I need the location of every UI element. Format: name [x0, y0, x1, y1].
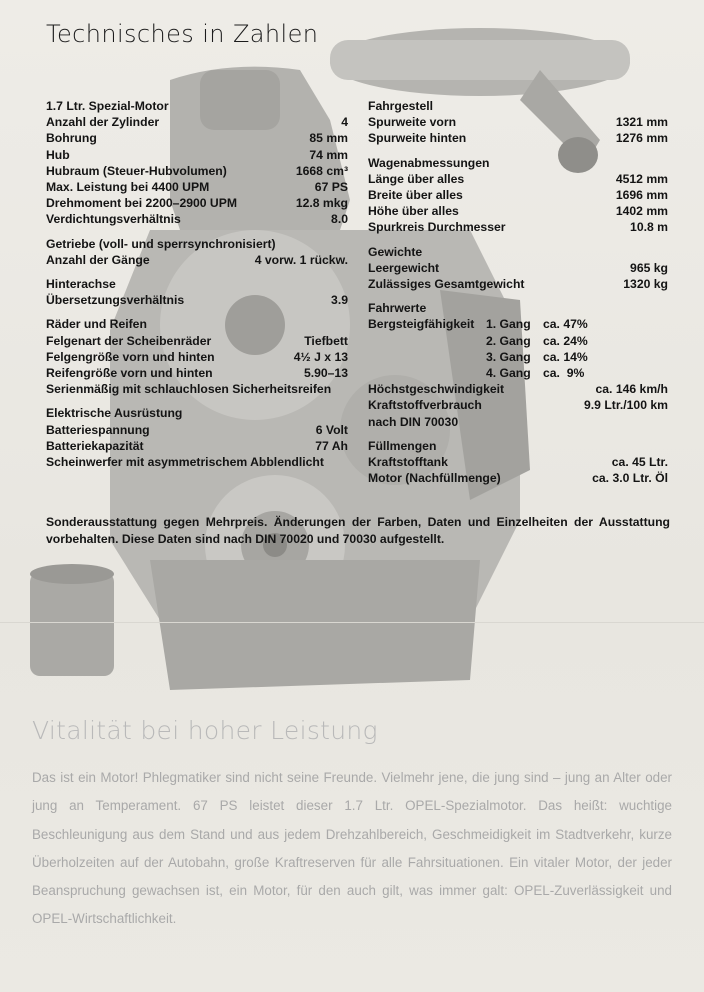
gear-row — [368, 365, 668, 381]
spec-section-abmessungen — [368, 155, 668, 236]
spec-section-raeder — [46, 316, 348, 397]
spec-section-fahrgestell — [368, 98, 668, 147]
spec-label: Reifengröße vorn und hinten — [46, 366, 213, 381]
spec-value: 3.9 — [331, 293, 348, 308]
gear-row — [368, 333, 668, 349]
spec-section-fahrwerte — [368, 300, 668, 430]
spec-value: 67 PS — [314, 180, 348, 195]
spec-label: Übersetzungsverhältnis — [46, 293, 185, 308]
gear-row — [368, 316, 668, 332]
spec-row — [46, 292, 348, 308]
spec-row — [46, 252, 348, 268]
section-heading: Fahrgestell — [368, 99, 434, 113]
specs-left-column — [46, 98, 348, 478]
spec-label: Höchstgeschwindigkeit — [368, 382, 505, 397]
spec-row — [46, 349, 348, 365]
spec-label: Hubraum (Steuer-Hubvolumen) — [46, 163, 227, 178]
spec-row — [368, 219, 668, 235]
spec-value: 10.8 m — [630, 220, 668, 235]
gear-value: ca. 14% — [543, 349, 588, 364]
spec-value: 77 Ah — [315, 438, 348, 453]
gear-value: ca. 9% — [543, 366, 585, 381]
spec-row — [368, 130, 668, 146]
spec-label: Zulässiges Gesamtgewicht — [368, 277, 525, 292]
specs-right-column — [368, 98, 668, 494]
spec-value: 74 mm — [309, 147, 348, 162]
divider — [0, 622, 704, 623]
section-heading: Gewichte — [368, 244, 423, 259]
spec-row — [368, 381, 668, 397]
spec-section-elektrik — [46, 405, 348, 470]
spec-row — [46, 381, 348, 397]
spec-label: Motor (Nachfüllmenge) — [368, 471, 501, 486]
spec-value: 1321 mm — [615, 115, 668, 130]
section-heading: Füllmengen — [368, 438, 437, 453]
spec-label: Serienmäßig mit schlauchlosen Sicherheitsreifen — [46, 382, 332, 397]
spec-row — [46, 211, 348, 227]
body-paragraph: Das ist ein Motor! Phlegmatiker sind nicht seine Freunde. Vielmehr jene, die jung sind – jung an Alter oder jung an Temperament. 67 PS leistet dieser 1.7 Ltr. OPEL-Spezialmotor. Das heißt: wuchtige Beschleunigung aus dem Stand und aus jedem Drehzahlbereich, Geschmeidigkeit im Stadtverkehr, kurze Überholzeiten auf der Autobahn, große Kraftreserven für alle Fahrsituationen. Ein vitaler Motor, der jeder Beanspruchung gewachsen ist, ein Motor, für den auch gilt, was immer galt: OPEL-Zuverlässigkeit und OPEL-Wirtschaftlichkeit. — [32, 770, 672, 927]
section-heading: Elektrische Ausrüstung — [46, 406, 183, 421]
spec-label: Leergewicht — [368, 260, 440, 275]
spec-row — [46, 114, 348, 130]
gear-value: ca. 47% — [543, 317, 588, 332]
spec-value: 4512 mm — [615, 171, 668, 186]
spec-value: 1402 mm — [615, 204, 668, 219]
spec-value: 1668 cm³ — [295, 163, 348, 178]
spec-section-hinterachse — [46, 276, 348, 308]
spec-label: Bohrung — [46, 131, 97, 146]
spec-label: Kraftstofftank — [368, 455, 448, 470]
spec-row — [368, 397, 668, 413]
spec-row — [368, 203, 668, 219]
spec-label: Verdichtungsverhältnis — [46, 212, 181, 227]
footnote: Sonderausstattung gegen Mehrpreis. Änderungen der Farben, Daten und Einzelheiten der Ausstattung vorbehalten. Diese Daten sind nach DIN 70020 und 70030 aufgestellt. — [46, 515, 670, 546]
spec-value: 6 Volt — [315, 422, 348, 437]
spec-value: ca. 45 Ltr. — [611, 455, 668, 470]
spec-section-fuellmengen — [368, 438, 668, 487]
section-heading: Fahrwerte — [368, 301, 427, 316]
spec-row — [368, 171, 668, 187]
spec-value: 1696 mm — [615, 188, 668, 203]
spec-value: 85 mm — [309, 131, 348, 146]
spec-row — [46, 195, 348, 211]
spec-value: 4 — [341, 115, 348, 130]
spec-value: 8.0 — [331, 212, 348, 227]
spec-label: Anzahl der Gänge — [46, 252, 150, 267]
spec-label: Kraftstoffverbrauch — [368, 398, 482, 413]
spec-row — [368, 114, 668, 130]
spec-label: Länge über alles — [368, 171, 465, 186]
spec-value: Tiefbett — [304, 333, 348, 348]
spec-label: Drehmoment bei 2200–2900 UPM — [46, 196, 238, 211]
spec-row — [46, 130, 348, 146]
spec-label: Max. Leistung bei 4400 UPM — [46, 180, 210, 195]
spec-row — [46, 365, 348, 381]
spec-value: 1320 kg — [623, 277, 668, 292]
spec-row — [46, 179, 348, 195]
climb-label: Bergsteigfähigkeit — [368, 317, 475, 332]
section-title: Vitalität bei hoher Leistung — [32, 716, 378, 745]
spec-row — [46, 454, 348, 470]
page-title: Technisches in Zahlen — [46, 20, 319, 48]
spec-section-getriebe — [46, 236, 348, 268]
section-heading: Räder und Reifen — [46, 317, 147, 332]
spec-value: 1276 mm — [615, 131, 668, 146]
spec-label: Felgenart der Scheibenräder — [46, 333, 212, 348]
spec-label: Felgengröße vorn und hinten — [46, 349, 215, 364]
section-heading: Getriebe (voll- und sperrsynchronisiert) — [46, 236, 276, 251]
spec-label: Höhe über alles — [368, 204, 459, 219]
gear-label: 4. Gang — [486, 366, 531, 381]
spec-row — [46, 333, 348, 349]
spec-value: 12.8 mkg — [295, 196, 348, 211]
spec-row — [368, 414, 668, 430]
gear-label: 2. Gang — [486, 333, 531, 348]
spec-row — [368, 260, 668, 276]
spec-value: 4 vorw. 1 rückw. — [254, 252, 348, 267]
section-heading: Wagenabmessungen — [368, 155, 490, 170]
spec-row — [46, 163, 348, 179]
spec-value: ca. 146 km/h — [595, 382, 668, 397]
gear-value: ca. 24% — [543, 333, 588, 348]
spec-row — [46, 147, 348, 163]
spec-row — [368, 470, 668, 486]
spec-value: 965 kg — [630, 260, 668, 275]
spec-row — [368, 187, 668, 203]
spec-row — [368, 454, 668, 470]
spec-row — [46, 422, 348, 438]
spec-value: ca. 3.0 Ltr. Öl — [592, 471, 668, 486]
spec-section-motor — [46, 98, 348, 228]
gear-label: 1. Gang — [486, 317, 531, 332]
gear-label: 3. Gang — [486, 349, 531, 364]
spec-label: Batteriespannung — [46, 422, 150, 437]
spec-label: nach DIN 70030 — [368, 414, 459, 429]
spec-value: 5.90–13 — [303, 366, 348, 381]
spec-label: Hub — [46, 147, 70, 162]
spec-value: 4½ J x 13 — [293, 349, 348, 364]
spec-label: Breite über alles — [368, 188, 463, 203]
spec-row — [46, 438, 348, 454]
section-heading: 1.7 Ltr. Spezial-Motor — [46, 99, 169, 113]
spec-label: Scheinwerfer mit asymmetrischem Abblendlicht — [46, 455, 324, 470]
spec-section-gewichte — [368, 244, 668, 293]
spec-label: Batteriekapazität — [46, 438, 144, 453]
spec-row — [368, 276, 668, 292]
spec-label: Spurweite vorn — [368, 115, 457, 130]
gear-row — [368, 349, 668, 365]
spec-label: Spurweite hinten — [368, 131, 467, 146]
spec-label: Anzahl der Zylinder — [46, 115, 160, 130]
spec-value: 9.9 Ltr./100 km — [583, 398, 668, 413]
spec-label: Spurkreis Durchmesser — [368, 220, 506, 235]
section-heading: Hinterachse — [46, 277, 116, 292]
